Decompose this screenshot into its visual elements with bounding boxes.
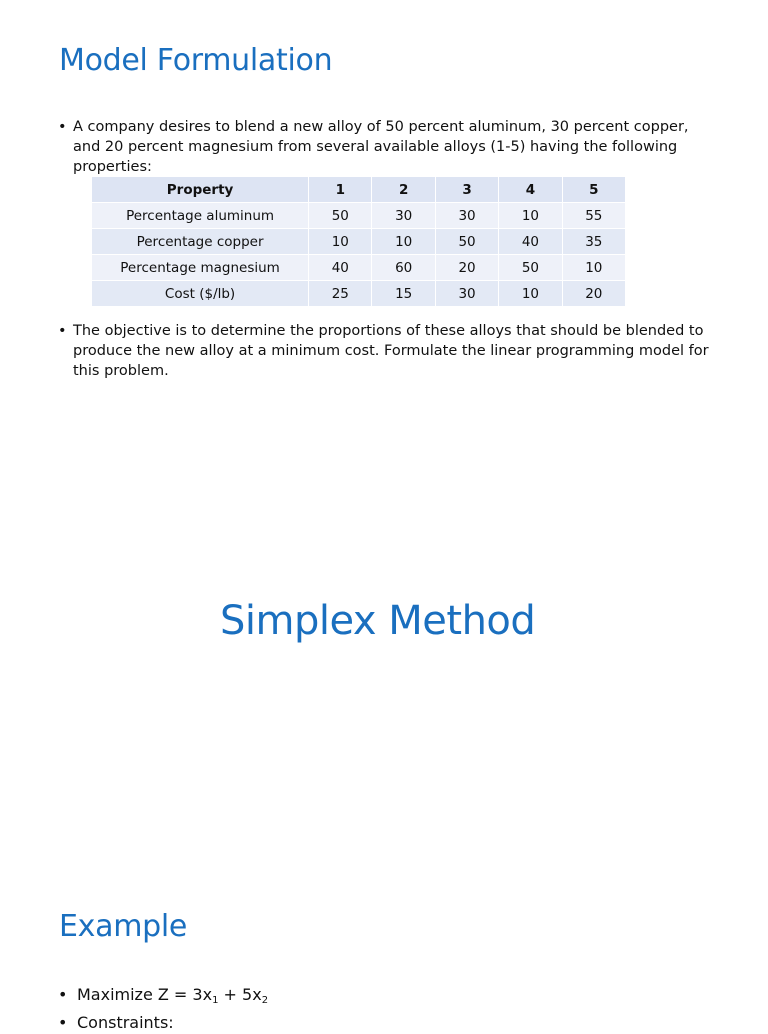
bullet-dot: • xyxy=(58,323,67,339)
table-cell: 20 xyxy=(435,255,498,281)
slide-title-model-formulation: Model Formulation xyxy=(59,43,333,78)
table-cell: 30 xyxy=(372,203,435,229)
subscript-1: 1 xyxy=(212,995,219,1006)
table-cell: 30 xyxy=(435,281,498,307)
table-cell: 20 xyxy=(562,281,625,307)
table-cell: 50 xyxy=(309,203,372,229)
problem-statement-bullet xyxy=(58,117,718,177)
table-cell: 10 xyxy=(562,255,625,281)
subscript-2: 2 xyxy=(261,995,269,1006)
table-cell: 50 xyxy=(499,255,562,281)
objective-statement-bullet xyxy=(58,321,718,381)
table-header-cell: 4 xyxy=(499,177,562,203)
table-cell: 10 xyxy=(309,229,372,255)
table-header-cell: 3 xyxy=(435,177,498,203)
table-row xyxy=(92,255,626,281)
bullet-dot: • xyxy=(58,985,68,1004)
table-cell: 25 xyxy=(309,281,372,307)
bullet-dot: • xyxy=(58,119,67,135)
table-header-cell: 2 xyxy=(372,177,435,203)
slide-title-example: Example xyxy=(59,909,188,944)
table-cell: Percentage copper xyxy=(92,229,309,255)
table-cell: 40 xyxy=(499,229,562,255)
table-row xyxy=(92,281,626,307)
table-header-cell: 1 xyxy=(309,177,372,203)
table-cell: 40 xyxy=(309,255,372,281)
table-cell: Percentage magnesium xyxy=(92,255,309,281)
table-cell: 10 xyxy=(499,203,562,229)
table-cell: 10 xyxy=(499,281,562,307)
objective-function xyxy=(77,984,268,1012)
objective-mid: + 5x xyxy=(218,985,262,1004)
table-row xyxy=(92,229,626,255)
objective-prefix: Maximize Z = 3x xyxy=(77,985,213,1004)
table-cell: 60 xyxy=(372,255,435,281)
table-cell: Cost ($/lb) xyxy=(92,281,309,307)
table-header-cell: Property xyxy=(92,177,309,203)
problem-statement-text: A company desires to blend a new alloy of 50 percent aluminum, 30 percent copper, and 20 percent magnesium from several available alloys (1-5) having the following properties: xyxy=(73,119,689,175)
slide-title-simplex-method: Simplex Method xyxy=(220,598,536,644)
table-cell: 55 xyxy=(562,203,625,229)
alloy-properties-table xyxy=(92,177,626,307)
bullet-dot: • xyxy=(58,1013,68,1032)
objective-function-bullet xyxy=(58,984,268,1012)
table-cell: 30 xyxy=(435,203,498,229)
constraints-bullet xyxy=(58,1012,174,1034)
table-cell: 15 xyxy=(372,281,435,307)
table-header-cell: 5 xyxy=(562,177,625,203)
table-cell: 50 xyxy=(435,229,498,255)
table-header-row xyxy=(92,177,626,203)
objective-statement-text: The objective is to determine the proportions of these alloys that should be blended to produce the new alloy at a minimum cost. Formulate the linear programming model for this problem. xyxy=(73,323,709,379)
table-cell: 35 xyxy=(562,229,625,255)
constraints-label: Constraints: xyxy=(77,1013,174,1032)
table-cell: Percentage aluminum xyxy=(92,203,309,229)
table-cell: 10 xyxy=(372,229,435,255)
table-row xyxy=(92,203,626,229)
